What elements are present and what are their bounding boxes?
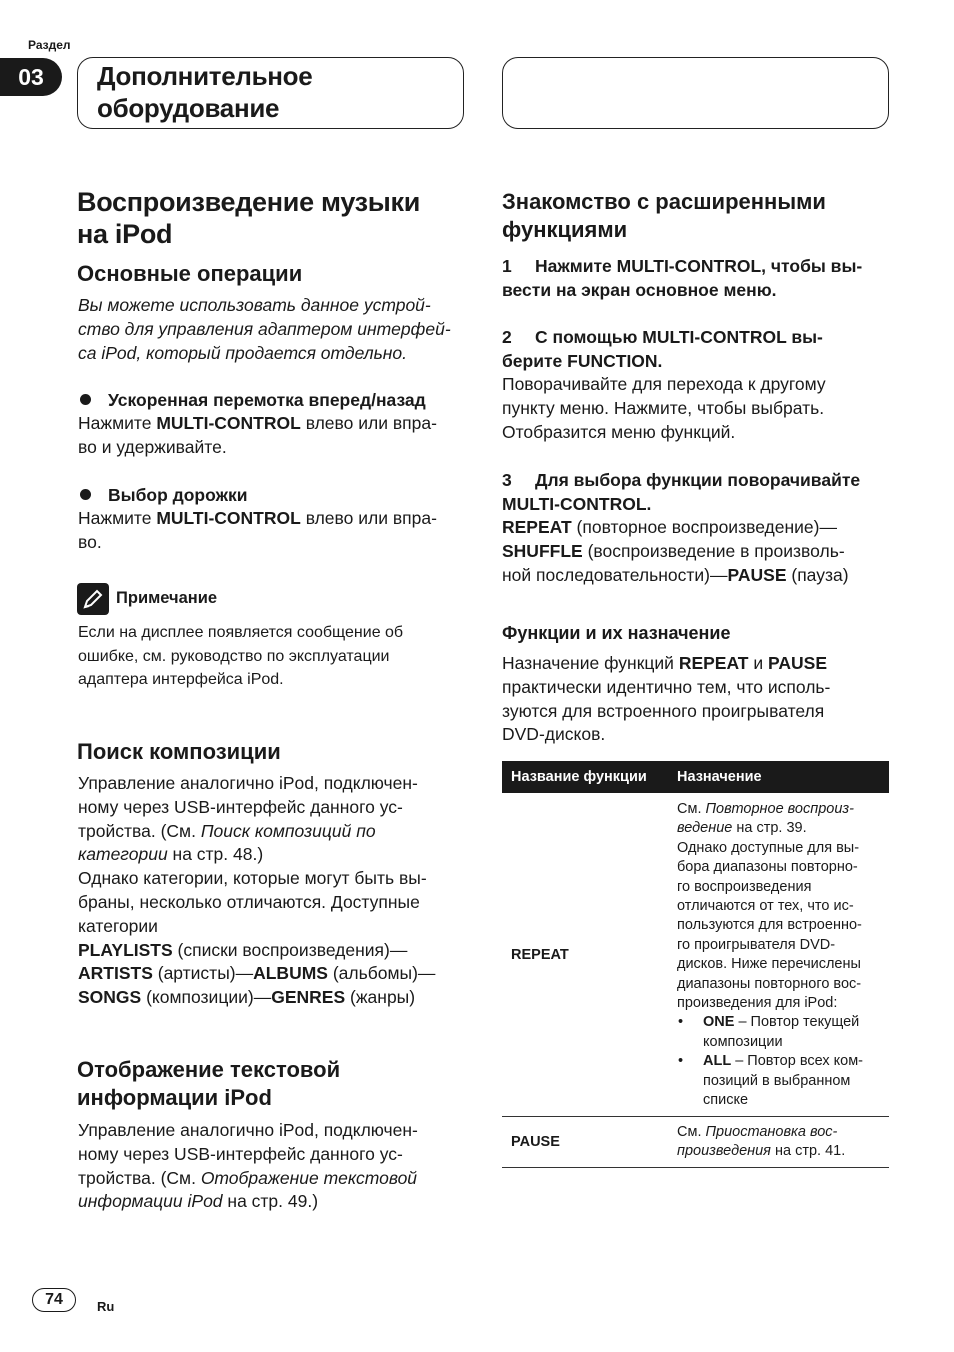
empty-header-box (502, 57, 889, 129)
pencil-icon (77, 583, 109, 615)
table-row (502, 793, 889, 1116)
table-header-name: Название функции (502, 761, 668, 793)
fast-forward-item: Ускоренная перемотка вперед/назад Нажмите MULTI-CONTROL влево или впра- во и удерживайте. (78, 390, 437, 457)
page-number: 74 (32, 1288, 76, 1312)
text-info-text: Управление аналогично iPod, подключен- ному через USB-интерфейс данного ус- тройства. (См. Отображение текстовой информации iPod на стр. 49.) (78, 1120, 418, 1212)
function-description: См. Повторное воспроиз- ведение на стр. 39. Однако доступные для вы- бора диапазоны повторно- го воспроизведения отличаются от тех, что ис- пользуются для встроенно- го проигрывателя DVD- дисков. Ниже перечислены диапазоны повторного вос- произведения для iPod: • ONE – Повтор текущей композиции • ALL – Повтор всех ком- позиций в выбранном списке (668, 793, 889, 1116)
bullet-icon (80, 394, 91, 405)
text-info-heading: Отображение текстовой информации iPod (77, 1057, 341, 1110)
table-row (502, 1116, 889, 1168)
functions-heading: Функции и их назначение (502, 623, 731, 643)
basic-intro: Вы можете использовать данное устрой- ство для управления адаптером интерфей- са iPod, который продается отдельно. (78, 295, 451, 363)
search-heading: Поиск композиции (77, 739, 281, 764)
table-header-purpose: Назначение (668, 761, 889, 793)
advanced-heading: Знакомство с расширенными функциями (502, 189, 826, 242)
chapter-title: Дополнительное оборудование (97, 61, 313, 123)
section-label: Раздел (28, 38, 71, 52)
note-title: Примечание (116, 589, 218, 607)
section-number-badge: 03 (0, 58, 62, 96)
bullet-icon (80, 489, 91, 500)
note-text: Если на дисплее появляется сообщение об ошибке, см. руководство по эксплуатации адаптера интерфейса iPod. (78, 624, 404, 688)
search-text: Управление аналогично iPod, подключен- ному через USB-интерфейс данного ус- тройства. (См. Поиск композиций по категории на стр. 48.) Однако категории, которые могут быть вы- браны, несколько отличаются. Доступные категории PLAYLISTS (списки воспроизведения)— ARTISTS (артисты)—ALBUMS (альбомы)— SONGS (композиции)—GENRES (жанры) (78, 773, 436, 1008)
track-select-item: Выбор дорожки Нажмите MULTI-CONTROL влево или впра- во. (78, 485, 437, 552)
functions-table (502, 761, 889, 1168)
step-2: 2 С помощью MULTI-CONTROL вы- берите FUNCTION. Поворачивайте для перехода к другому пункту меню. Нажмите, чтобы выбрать. Отобразится меню функций. (502, 327, 826, 442)
language-code: Ru (97, 1299, 115, 1314)
functions-text: Назначение функций REPEAT и PAUSE практически идентично тем, что исполь- зуются для встроенного проигрывателя DVD-дисков. (502, 653, 831, 745)
function-name: PAUSE (502, 1116, 668, 1168)
page-title: Воспроизведение музыки на iPod (77, 187, 421, 249)
step-1: 1 Нажмите MULTI-CONTROL, чтобы вы- вести на экран основное меню. (502, 256, 863, 300)
list-item: • ONE – Повтор текущей композиции (677, 1013, 880, 1052)
list-item: • ALL – Повтор всех ком- позиций в выбранном списке (677, 1052, 880, 1110)
function-name: REPEAT (502, 793, 668, 1116)
step-3: 3 Для выбора функции поворачивайте MULTI-CONTROL. REPEAT (повторное воспроизведение)— SHUFFLE (воспроизведение в произволь- ной последовательности)—PAUSE (пауза) (502, 470, 861, 585)
function-description: См. Приостановка вос- произведения на стр. 41. (668, 1116, 889, 1168)
repeat-options-list (677, 1013, 880, 1110)
basic-operations-heading: Основные операции (77, 261, 303, 286)
